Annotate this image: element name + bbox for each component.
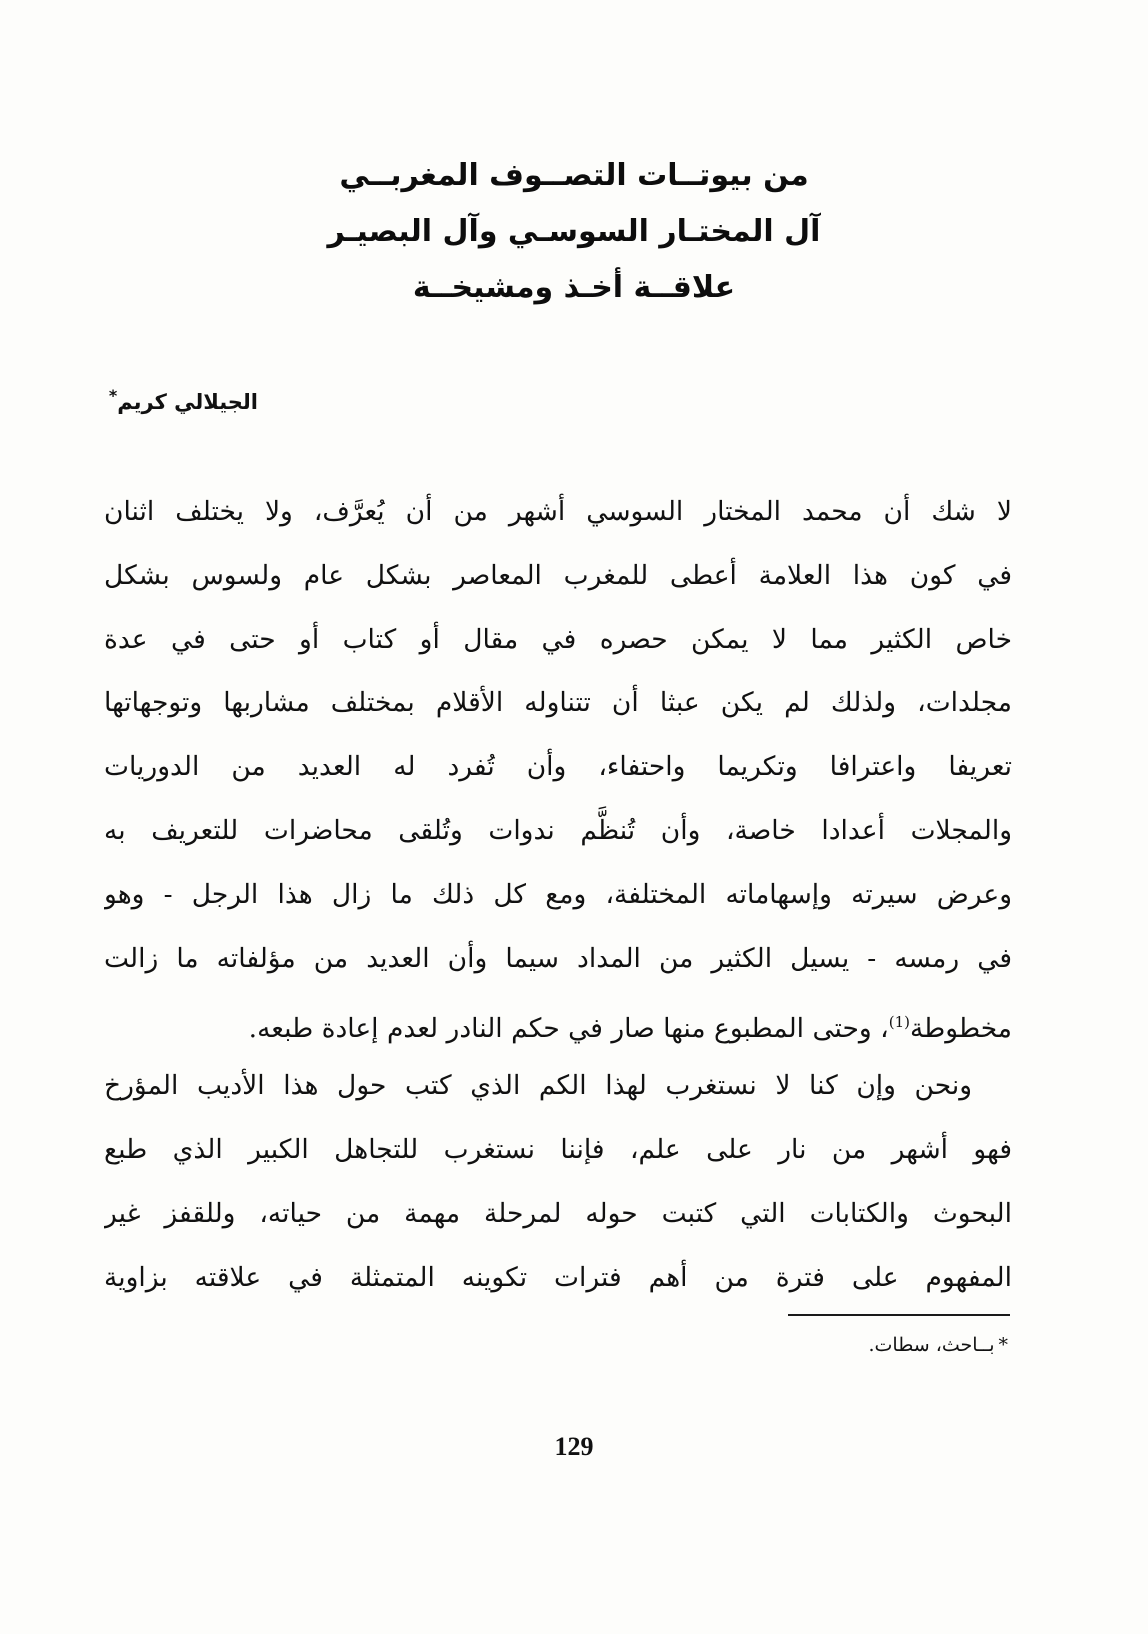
author-footnote-marker: * bbox=[108, 386, 118, 405]
paragraph-1-last-end: ، وحتى المطبوع منها صار في حكم النادر لعدم إعادة طبعه. bbox=[248, 1013, 889, 1045]
footnote bbox=[868, 1334, 1008, 1356]
page-number: 129 bbox=[554, 1432, 594, 1461]
paragraph-1-line: تعريفا واعترافا وتكريما واحتفاء، وأن تُفرد له العديد من الدوريات bbox=[104, 751, 1012, 783]
paragraph-1-line: في رمسه - يسيل الكثير من المداد سيما وأن العديد من مؤلفاته ما زالت bbox=[104, 942, 1012, 974]
paragraph-1-line: والمجلات أعدادا خاصة، وأن تُنظَّم ندوات وتُلقى محاضرات للتعريف به bbox=[104, 814, 1012, 846]
title-line-2: آل المختـار السوسـي وآل البصيـر bbox=[327, 214, 821, 249]
paragraph-2-line: فهو أشهر من نار على علم، فإننا نستغرب للتجاهل الكبير الذي طبع bbox=[104, 1133, 1012, 1165]
title-line-3: علاقــة أخـذ ومشيخــة bbox=[412, 270, 736, 305]
footnote-text: بــاحث، سطات. bbox=[868, 1334, 995, 1356]
title-line-1: من بيوتــات التصــوف المغربــي bbox=[339, 158, 809, 193]
paragraph-1-last-line bbox=[104, 997, 1012, 1061]
body-text bbox=[104, 487, 1012, 1316]
paragraph-2-line: ونحن وإن كنا لا نستغرب لهذا الكم الذي كتب حول هذا الأديب المؤرخ bbox=[104, 1070, 972, 1102]
paragraph-2-line: المفهوم على فترة من أهم فترات تكوينه المتمثلة في علاقته بزاوية bbox=[104, 1261, 1012, 1293]
article-title bbox=[0, 148, 1148, 316]
footnote-reference: (1) bbox=[888, 1013, 910, 1032]
author-byline bbox=[107, 386, 258, 414]
paragraph-1-line: خاص الكثير مما لا يمكن حصره في مقال أو كتاب أو حتى في عدة bbox=[104, 623, 1012, 655]
paragraph-1-line: مجلدات، ولذلك لم يكن عبثا أن تتناوله الأقلام بمختلف مشاربها وتوجهاتها bbox=[104, 687, 1012, 719]
paragraph-1-line: لا شك أن محمد المختار السوسي أشهر من أن يُعرَّف، ولا يختلف اثنان bbox=[104, 496, 1012, 527]
footnote-marker: * bbox=[998, 1334, 1008, 1356]
paragraph-1-line: وعرض سيرته وإسهاماته المختلفة، ومع كل ذلك ما زال هذا الرجل - وهو bbox=[104, 878, 1012, 910]
footnote-divider bbox=[788, 1314, 1010, 1316]
author-name: الجيلالي كريم bbox=[117, 390, 258, 414]
paragraph-1-last-start: مخطوطة bbox=[909, 1013, 1012, 1045]
paragraph-2-line: البحوث والكتابات التي كتبت حوله لمرحلة مهمة من حياته، وللقفز غير bbox=[104, 1197, 1012, 1229]
paragraph-1-line: في كون هذا العلامة أعطى للمغرب المعاصر بشكل عام ولسوس بشكل bbox=[104, 559, 1012, 591]
